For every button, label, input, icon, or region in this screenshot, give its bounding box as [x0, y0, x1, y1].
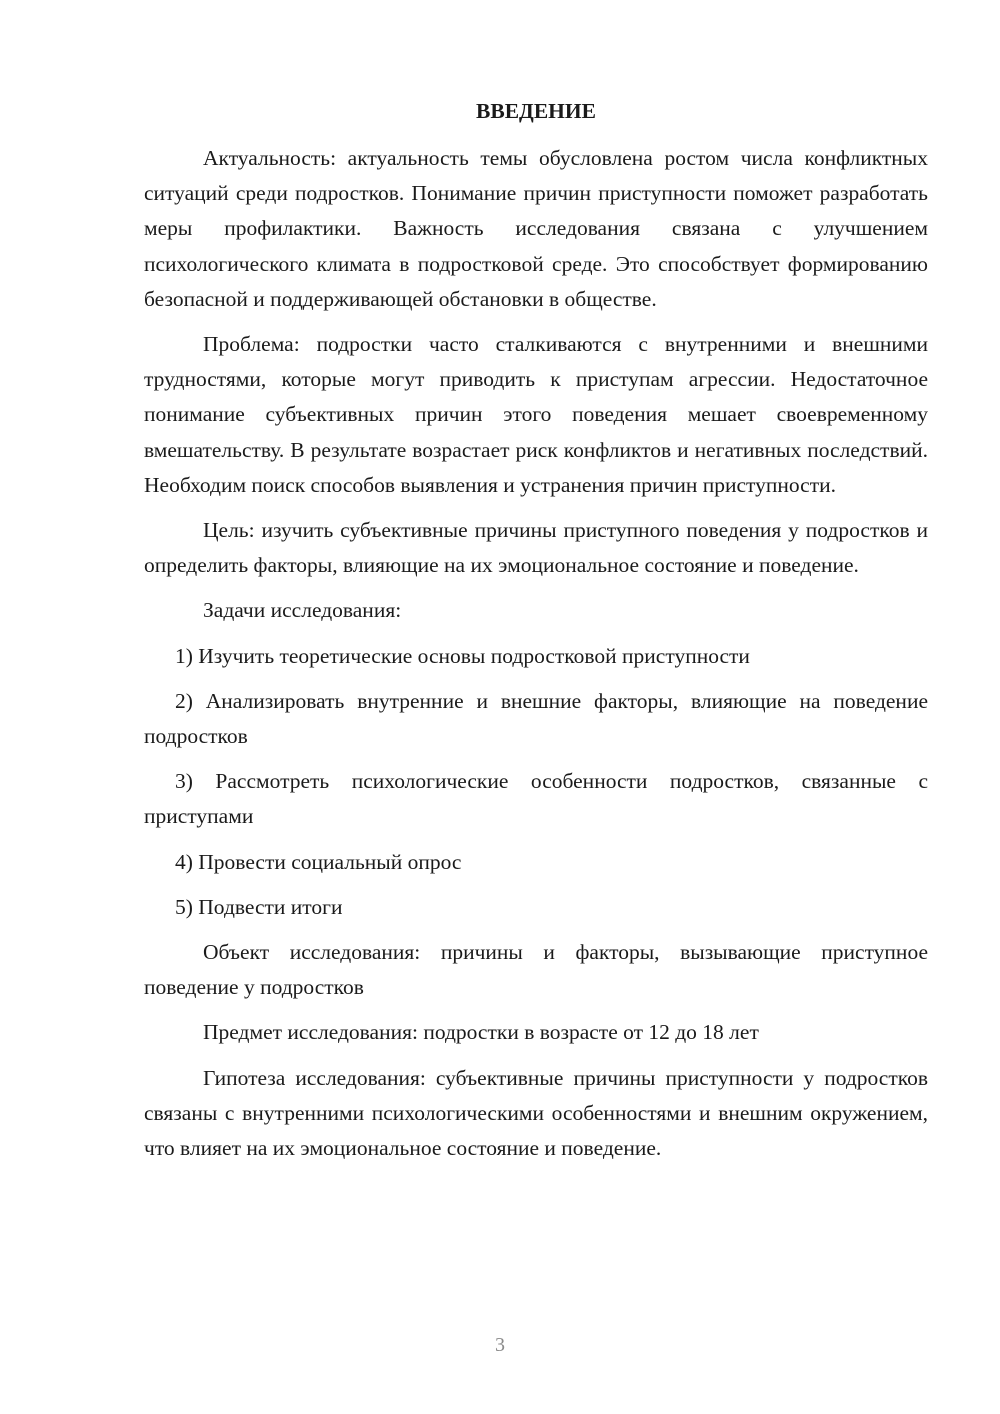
document-page [144, 92, 928, 1176]
task-item: 4) Провести социальный опрос [175, 849, 462, 874]
relevance-paragraph: Актуальность: актуальность темы обусловлена ростом числа конфликтных ситуаций среди подростков. Понимание причин приступности поможет разработать меры профилактики. Важность исследования связана с улучшением психологического климата в подростковой среде. Это способствует формированию безопасной и поддерживающей обстановки в обществе. [144, 146, 928, 311]
task-item: 3) Рассмотреть психологические особенности подростков, связанные с приступами [144, 769, 928, 829]
object-paragraph: Объект исследования: причины и факторы, вызывающие приступное поведение у подростков [144, 940, 928, 1000]
goal-paragraph: Цель: изучить субъективные причины приступного поведения у подростков и определить факторы, влияющие на их эмоциональное состояние и поведение. [144, 518, 928, 578]
tasks-heading: Задачи исследования: [203, 598, 402, 623]
task-item: 5) Подвести итоги [175, 894, 343, 919]
problem-paragraph: Проблема: подростки часто сталкиваются с внутренними и внешними трудностями, которые могут приводить к приступам агрессии. Недостаточное понимание субъективных причин этого поведения мешает своевременному вмешательству. В результате возрастает риск конфликтов и негативных последствий. Необходим поиск способов выявления и устранения причин приступности. [144, 332, 928, 497]
subject-paragraph: Предмет исследования: подростки в возрасте от 12 до 18 лет [203, 1020, 759, 1045]
section-title: ВВЕДЕНИЕ [476, 99, 596, 123]
task-item: 1) Изучить теоретические основы подростковой приступности [175, 643, 750, 668]
page-number: 3 [495, 1334, 505, 1356]
task-item: 2) Анализировать внутренние и внешние факторы, влияющие на поведение подростков [144, 688, 928, 749]
hypothesis-paragraph: Гипотеза исследования: субъективные причины приступности у подростков связаны с внутренними психологическими особенностями и внешним окружением, что влияет на их эмоциональное состояние и поведение. [144, 1065, 928, 1161]
